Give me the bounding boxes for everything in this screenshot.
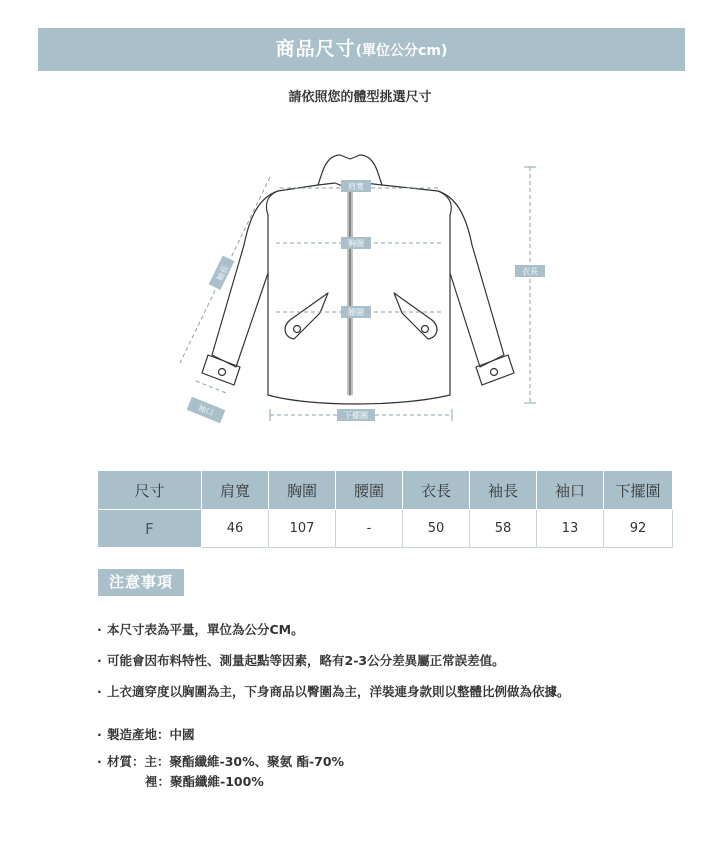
cell-chest: 107 <box>269 510 336 548</box>
header-cell-cuff: 袖口 <box>537 471 604 510</box>
right-cuff-button <box>491 369 498 376</box>
header-cell-sleeve: 袖長 <box>470 471 537 510</box>
label-hem: 下擺圍 <box>344 411 368 420</box>
header-cell-size: 尺寸 <box>98 471 202 510</box>
left-cuff-outline <box>202 355 240 385</box>
cell-sleeve: 58 <box>470 510 537 548</box>
label-shoulder: 肩寬 <box>348 182 364 191</box>
label-waist: 腰圍 <box>348 308 364 317</box>
left-pocket-button <box>294 326 301 333</box>
label-sleeve: 袖長 <box>214 264 231 283</box>
note-item: · 上衣適穿度以胸圍為主，下身商品以臀圍為主，洋裝連身款則以整體比例做為依據。 <box>97 684 570 699</box>
label-cuff: 袖口 <box>196 403 215 418</box>
left-pocket-flap <box>285 293 328 339</box>
cell-size: F <box>98 510 202 548</box>
right-sleeve-outline <box>438 191 504 367</box>
size-banner <box>38 28 685 71</box>
size-table <box>97 470 673 548</box>
header-cell-waist: 腰圍 <box>336 471 403 510</box>
material-note: · 材質：主：聚酯纖維-30%、聚氨 酯-70% <box>97 754 345 769</box>
diagram-labels <box>187 180 545 423</box>
note-text: 上衣適穿度以胸圍為主，下身商品以臀圍為主，洋裝連身款則以整體比例做為依據。 <box>107 684 570 699</box>
size-table-header-row <box>98 471 673 510</box>
cell-cuff: 13 <box>537 510 604 548</box>
header-cell-length: 衣長 <box>403 471 470 510</box>
cell-hem: 92 <box>604 510 673 548</box>
banner-unit: (單位公分cm) <box>355 43 448 59</box>
material-label: 材質： <box>107 754 145 769</box>
cell-shoulder: 46 <box>202 510 269 548</box>
body-outline <box>266 185 451 404</box>
cuff-measure-line <box>196 381 226 393</box>
header-cell-hem: 下擺圍 <box>604 471 673 510</box>
note-text: 可能會因布料特性、測量起點等因素，略有2-3公分差異屬正常誤差值。 <box>107 653 505 668</box>
note-text: 本尺寸表為平量，單位為公分CM。 <box>107 622 304 637</box>
right-pocket-flap <box>394 293 437 339</box>
cell-length: 50 <box>403 510 470 548</box>
left-cuff-button <box>219 369 226 376</box>
cell-waist: - <box>336 510 403 548</box>
jacket-diagram <box>150 145 570 435</box>
header-cell-shoulder: 肩寬 <box>202 471 269 510</box>
note-item: · 可能會因布料特性、測量起點等因素，略有2-3公分差異屬正常誤差值。 <box>97 653 505 668</box>
note-item: · 本尺寸表為平量，單位為公分CM。 <box>97 622 304 637</box>
material-lining: 裡：聚酯纖維-100% <box>145 774 264 789</box>
right-pocket-button <box>422 326 429 333</box>
label-chest: 胸圍 <box>348 239 364 248</box>
notes-title: 注意事項 <box>98 569 184 596</box>
origin-text: 製造產地：中國 <box>107 727 195 742</box>
right-cuff-outline <box>476 355 514 385</box>
table-row <box>98 510 673 548</box>
banner-title: 商品尺寸 <box>275 38 356 60</box>
origin-note: · 製造產地：中國 <box>97 727 195 742</box>
header-cell-chest: 胸圍 <box>269 471 336 510</box>
material-main: 主：聚酯纖維-30%、聚氨 酯-70% <box>144 754 345 769</box>
label-length: 衣長 <box>522 267 538 276</box>
page-subtitle: 請依照您的體型挑選尺寸 <box>288 90 432 105</box>
